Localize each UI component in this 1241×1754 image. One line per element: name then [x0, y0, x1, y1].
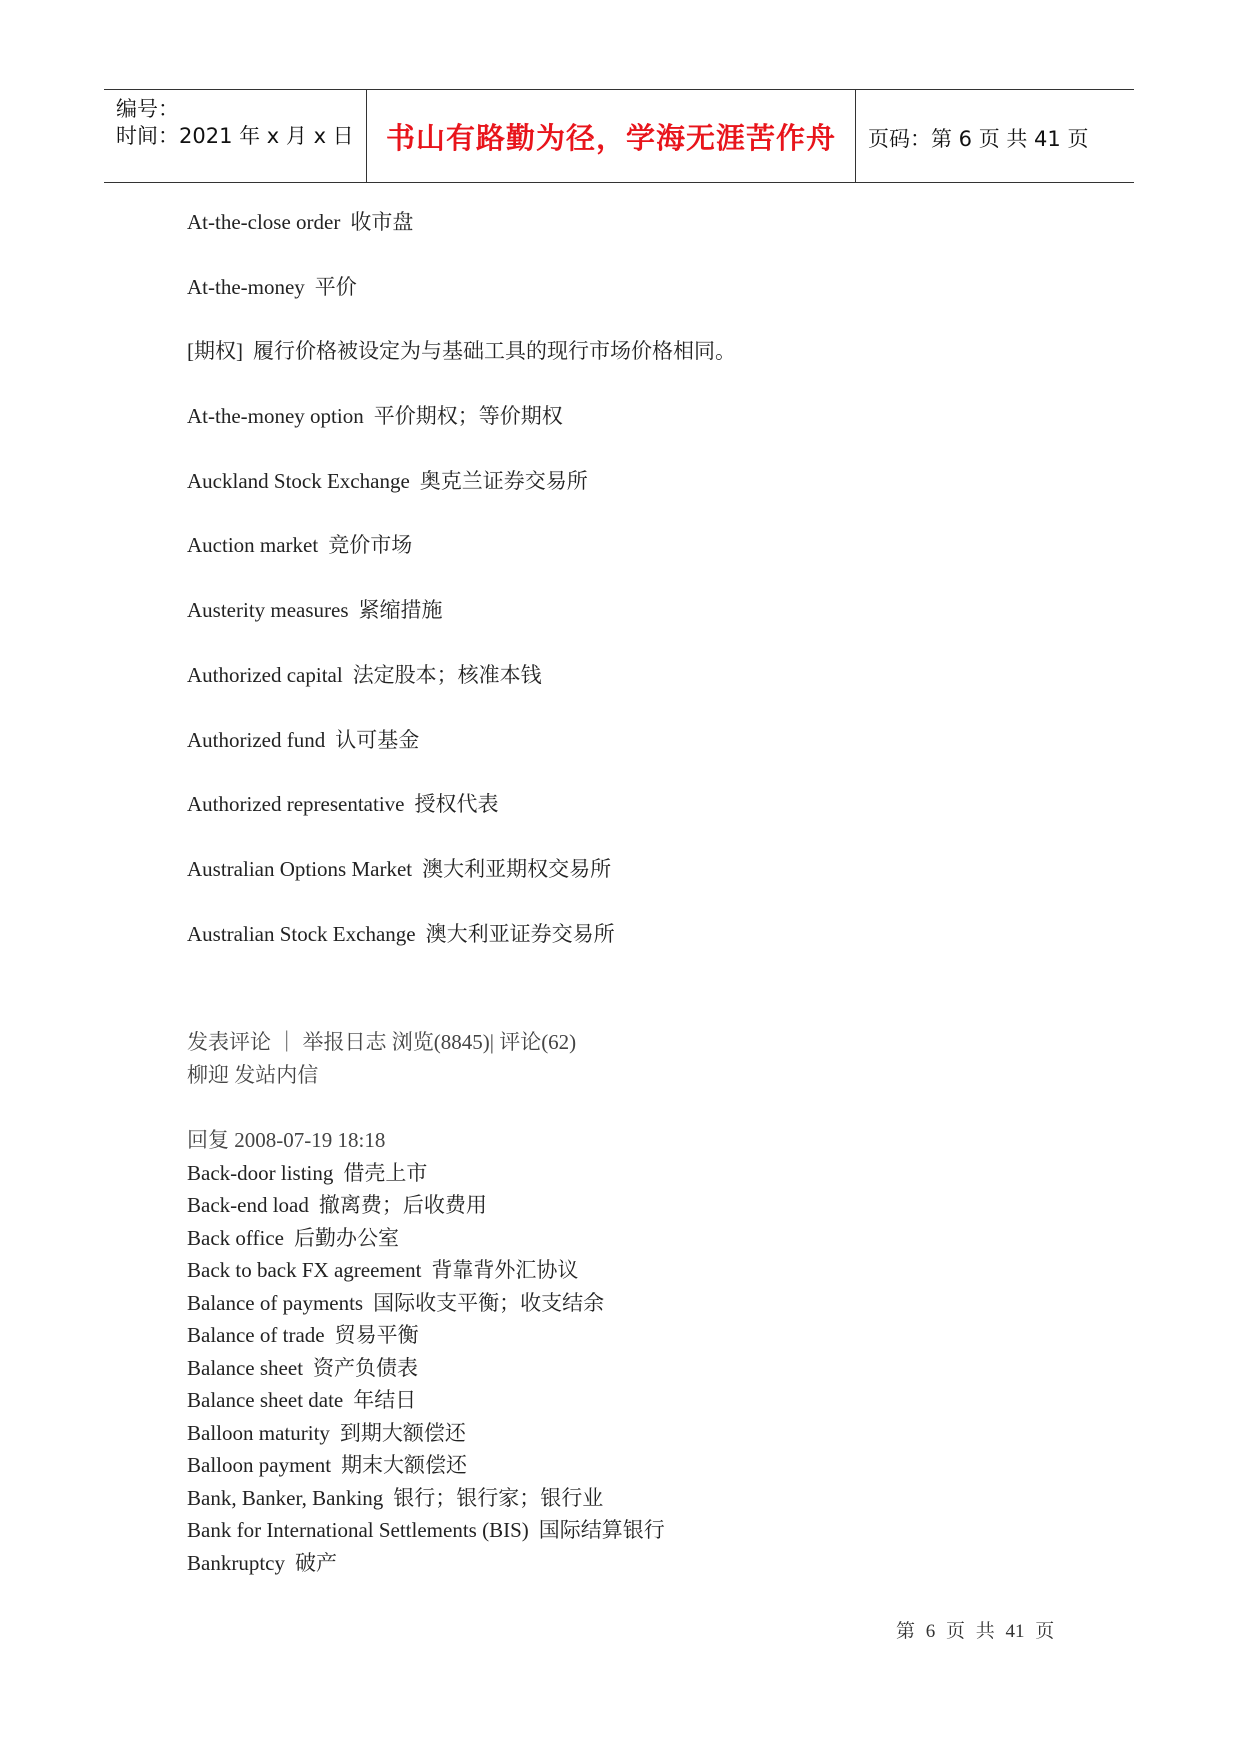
- document-number-label: 编号：: [116, 97, 179, 121]
- glossary-entry: [187, 1384, 1087, 1417]
- header-left-cell: [104, 90, 367, 182]
- header-page-info: 页码：第 6 页 共 41 页: [868, 127, 1089, 151]
- entry-term: Back office: [187, 1225, 284, 1250]
- page-footer-number: 第 6 页 共 41 页: [896, 1621, 1055, 1642]
- entry-term: Australian Stock Exchange: [187, 921, 416, 946]
- glossary-entry: [187, 1319, 1087, 1352]
- entry-term: Bankruptcy: [187, 1550, 285, 1575]
- entry-meaning: 法定股本；核准本钱: [352, 662, 542, 687]
- entry-meaning: 认可基金: [335, 727, 420, 752]
- glossary-entry: [187, 1287, 1087, 1320]
- glossary-entry: [187, 275, 1087, 340]
- glossary-entry: [187, 663, 1087, 728]
- entry-term: Australian Options Market: [187, 856, 413, 881]
- post-actions-line[interactable]: 发表评论 ｜ 举报日志 浏览(8845)| 评论(62): [187, 1030, 577, 1054]
- entry-meaning: 撤离费；后收费用: [318, 1193, 487, 1217]
- entry-meaning: 奥克兰证券交易所: [419, 468, 588, 493]
- glossary-entry: [187, 1514, 1087, 1547]
- glossary-entry: [187, 728, 1087, 793]
- post-author-line[interactable]: 柳迎 发站内信: [187, 1062, 319, 1087]
- glossary-entry: [187, 1352, 1087, 1385]
- glossary-entry: [187, 598, 1087, 663]
- entry-meaning: 贸易平衡: [334, 1323, 419, 1347]
- entry-term: Back-end load: [187, 1193, 309, 1217]
- entry-term: Back-door listing: [187, 1160, 334, 1185]
- entry-term: Auction market: [187, 533, 319, 558]
- reply-line: 回复 2008-07-19 18:18: [187, 1128, 386, 1152]
- entry-meaning: 竞价市场: [328, 533, 413, 558]
- entry-term: Bank for International Settlements (BIS): [187, 1518, 529, 1542]
- entry-meaning: 银行；银行家；银行业: [393, 1485, 604, 1510]
- entry-term: Austerity measures: [187, 598, 349, 623]
- glossary-entry: [187, 469, 1087, 534]
- post-meta: [187, 1026, 1087, 1091]
- glossary-entry: [187, 1222, 1087, 1255]
- glossary-entry: [187, 792, 1087, 857]
- entry-meaning: 后勤办公室: [293, 1225, 399, 1250]
- glossary-entry: [187, 339, 1087, 404]
- entry-meaning: 收市盘: [350, 210, 414, 234]
- entry-meaning: 资产负债表: [313, 1355, 419, 1380]
- entry-term: Balloon payment: [187, 1453, 332, 1477]
- entry-meaning: 背靠背外汇协议: [431, 1258, 579, 1282]
- glossary-dense-list: [187, 1124, 1087, 1579]
- entry-meaning: 国际收支平衡；收支结余: [373, 1290, 605, 1315]
- entry-meaning: 紧缩措施: [358, 598, 443, 623]
- glossary-entry: [187, 1254, 1087, 1287]
- entry-meaning: 平价: [314, 274, 357, 299]
- entry-term: Balance sheet date: [187, 1388, 344, 1412]
- entry-term: Authorized representative: [187, 792, 405, 817]
- entry-term: Auckland Stock Exchange: [187, 468, 410, 493]
- glossary-entry: [187, 922, 1087, 987]
- entry-meaning: 到期大额偿还: [339, 1420, 466, 1445]
- glossary-entry: [187, 1157, 1087, 1190]
- entry-meaning: 履行价格被设定为与基础工具的现行市场价格相同。: [253, 339, 736, 364]
- header-right-cell: [856, 90, 1134, 182]
- entry-meaning: 国际结算银行: [538, 1518, 665, 1542]
- glossary-entry: [187, 1449, 1087, 1482]
- entry-term: At-the-money option: [187, 404, 364, 429]
- glossary-entry: [187, 533, 1087, 598]
- entry-meaning: 借壳上市: [343, 1160, 428, 1185]
- glossary-entry: [187, 1547, 1087, 1580]
- header-table: [104, 89, 1134, 183]
- entry-term: [期权]: [187, 339, 243, 364]
- glossary-entry: [187, 210, 1087, 275]
- entry-meaning: 平价期权；等价期权: [373, 404, 563, 429]
- entry-term: Balance of trade: [187, 1323, 325, 1347]
- header-motto: 书山有路勤为径，学海无涯苦作舟: [385, 121, 836, 155]
- entry-term: Bank, Banker, Banking: [187, 1485, 384, 1510]
- entry-term: Authorized fund: [187, 727, 326, 752]
- entry-meaning: 破产: [294, 1550, 337, 1575]
- entry-meaning: 授权代表: [414, 792, 499, 817]
- entry-term: At-the-money: [187, 274, 305, 299]
- document-time-label: 时间：2021 年 x 月 x 日: [116, 124, 354, 148]
- entry-meaning: 期末大额偿还: [341, 1453, 468, 1477]
- glossary-entry: [187, 1482, 1087, 1515]
- entry-term: Balance sheet: [187, 1355, 304, 1380]
- entry-meaning: 年结日: [353, 1388, 417, 1412]
- glossary-spaced-list: [187, 210, 1087, 986]
- entry-meaning: 澳大利亚期权交易所: [422, 856, 612, 881]
- glossary-entry: [187, 1189, 1087, 1222]
- entry-meaning: 澳大利亚证券交易所: [425, 921, 615, 946]
- glossary-entry: [187, 404, 1087, 469]
- glossary-entry: [187, 1417, 1087, 1450]
- entry-term: Balloon maturity: [187, 1420, 330, 1445]
- entry-term: Balance of payments: [187, 1290, 364, 1315]
- entry-term: Back to back FX agreement: [187, 1258, 422, 1282]
- entry-term: Authorized capital: [187, 662, 343, 687]
- entry-term: At-the-close order: [187, 210, 341, 234]
- glossary-entry: [187, 857, 1087, 922]
- header-middle-cell: [367, 90, 856, 182]
